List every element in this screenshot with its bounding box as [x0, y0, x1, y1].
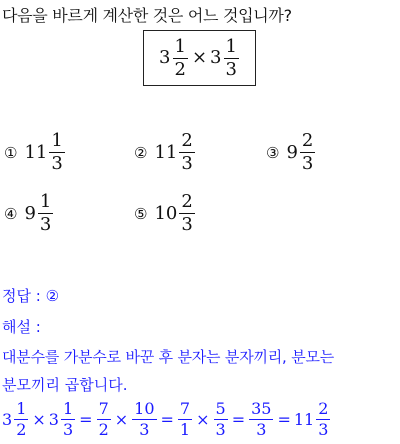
- mixed-whole: 10: [154, 202, 178, 224]
- choice-mark: ③: [266, 143, 280, 162]
- numerator: 2: [301, 130, 314, 151]
- numerator: 1: [16, 399, 27, 418]
- expression-box: [143, 30, 256, 86]
- expression: [159, 35, 240, 80]
- equals-sign: =: [160, 409, 174, 429]
- mixed-whole: 3: [2, 409, 13, 429]
- denominator: 2: [16, 420, 27, 439]
- denominator: 3: [225, 58, 237, 80]
- fraction: [300, 132, 315, 173]
- fraction: [178, 401, 192, 438]
- fraction: [224, 35, 239, 80]
- answer-label: 정답 : ②: [2, 287, 60, 305]
- fraction: [173, 35, 188, 80]
- numerator: 5: [215, 399, 226, 418]
- numerator: 7: [98, 399, 109, 418]
- solution-equation: [2, 401, 331, 438]
- numerator: 1: [39, 191, 52, 212]
- choice-3[interactable]: [266, 132, 316, 173]
- explanation-line-2: 분모끼리 곱합니다.: [2, 376, 128, 394]
- fraction: [249, 401, 273, 438]
- choice-1[interactable]: [4, 132, 66, 173]
- fraction: [38, 193, 53, 234]
- denominator: 3: [301, 153, 314, 174]
- choice-mark: ⑤: [134, 204, 148, 223]
- numerator: 2: [181, 191, 193, 212]
- choice-mark: ④: [4, 204, 18, 223]
- denominator: 3: [62, 420, 74, 439]
- denominator: 3: [215, 420, 226, 439]
- mixed-whole: 11: [154, 141, 178, 163]
- fraction: [61, 401, 75, 438]
- numerator: 1: [51, 130, 63, 151]
- numerator: 35: [251, 399, 272, 418]
- mixed-whole: 3: [210, 47, 222, 68]
- equals-sign: =: [277, 409, 291, 429]
- mixed-whole: 11: [24, 141, 48, 163]
- numerator: 2: [318, 399, 329, 418]
- question-text: 다음을 바르게 계산한 것은 어느 것입니까?: [2, 6, 292, 25]
- denominator: 3: [51, 153, 63, 174]
- mixed-whole: 9: [24, 202, 36, 224]
- numerator: 7: [179, 399, 191, 418]
- fraction: [179, 132, 194, 173]
- fraction: [214, 401, 228, 438]
- numerator: 1: [174, 35, 186, 57]
- denominator: 3: [139, 420, 150, 439]
- denominator: 3: [181, 214, 193, 235]
- fraction: [179, 193, 194, 234]
- choice-2[interactable]: [134, 132, 196, 173]
- choice-mark: ①: [4, 143, 18, 162]
- times-operator: ×: [196, 409, 210, 429]
- denominator: 2: [98, 420, 109, 439]
- denominator: 3: [181, 153, 193, 174]
- mixed-whole: 9: [286, 141, 298, 163]
- denominator: 3: [256, 420, 267, 439]
- mixed-whole: 3: [159, 47, 171, 68]
- fraction: [132, 401, 156, 438]
- mixed-whole: 3: [48, 409, 59, 429]
- choice-4[interactable]: [4, 193, 54, 234]
- choice-mark: ②: [134, 143, 148, 162]
- fraction: [49, 132, 64, 173]
- denominator: 1: [179, 420, 191, 439]
- times-operator: ×: [114, 409, 129, 429]
- numerator: 2: [181, 130, 193, 151]
- denominator: 3: [39, 214, 52, 235]
- fraction: [14, 401, 28, 438]
- times-operator: ×: [32, 409, 46, 429]
- numerator: 1: [62, 399, 74, 418]
- equals-sign: =: [231, 409, 246, 429]
- explanation-line-1: 대분수를 가분수로 바꾼 후 분자는 분자끼리, 분모는: [2, 348, 335, 366]
- times-operator: ×: [191, 47, 208, 68]
- explanation-label: 해설 :: [2, 318, 41, 336]
- numerator: 10: [134, 399, 155, 418]
- fraction: [97, 401, 111, 438]
- fraction: [316, 401, 330, 438]
- numerator: 1: [225, 35, 237, 57]
- denominator: 3: [318, 420, 329, 439]
- denominator: 2: [174, 58, 186, 80]
- choice-5[interactable]: [134, 193, 196, 234]
- mixed-whole: 11: [293, 409, 315, 429]
- equals-sign: =: [79, 409, 93, 429]
